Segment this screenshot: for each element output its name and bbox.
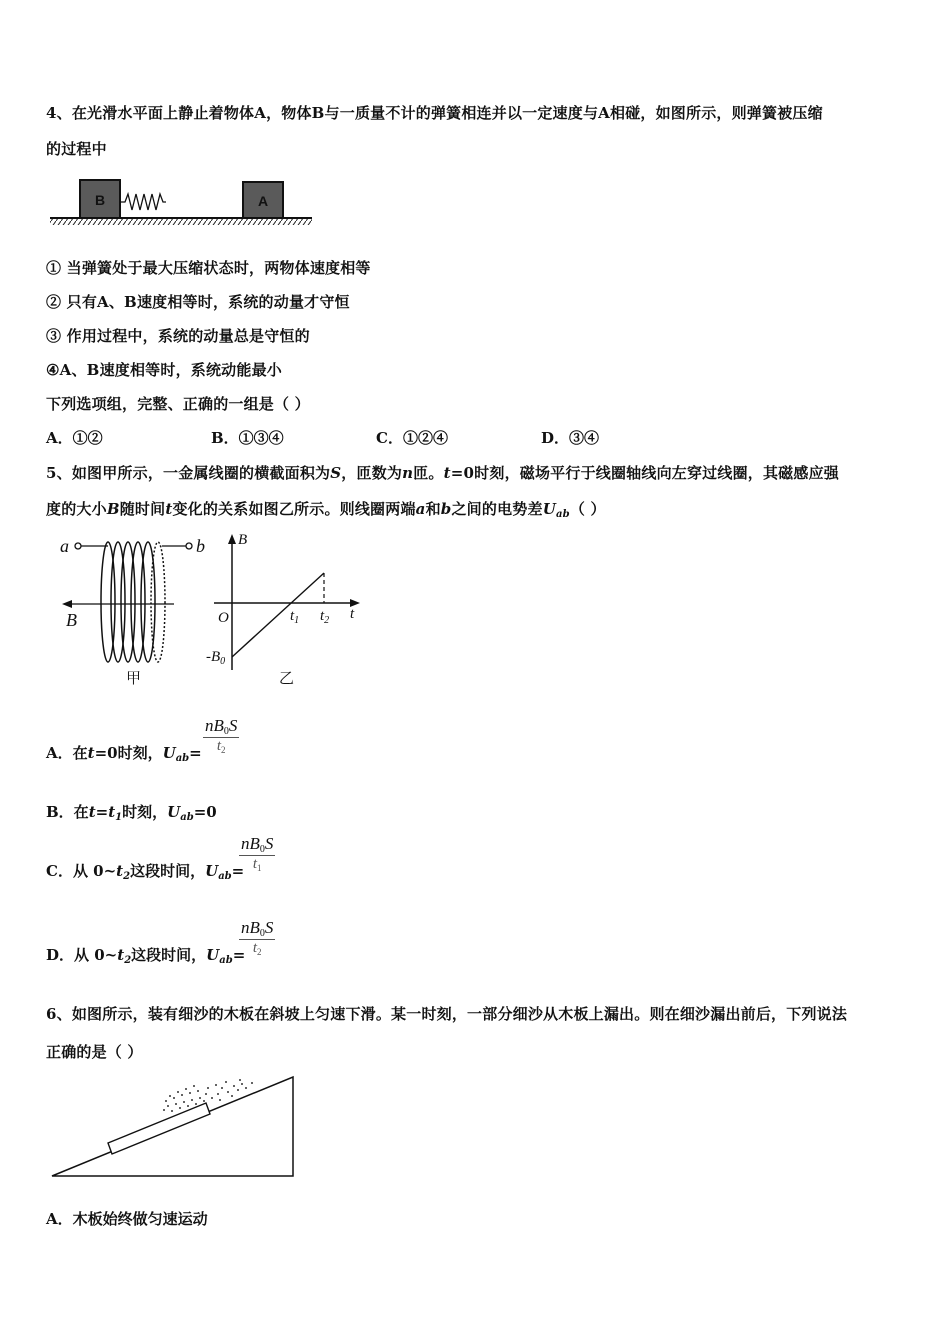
q6-option-a[interactable]: A．木板始终做匀速运动 [46,1210,208,1228]
q5-graph-t2: $t_2$ [320,608,330,626]
q4-prompt: 下列选项组，完整、正确的一组是（ ） [46,395,310,413]
q5-option-c[interactable]: C．从 $0\sim t_2$这段时间，$U_{ab}=$ [46,862,245,882]
q4-block-b-label: B [94,192,106,208]
q5-graph-label-t: t [350,606,355,622]
q5-graph-minus-b0: $-B_0$ [206,649,226,667]
q4-statement-2: ② 只有A、B速度相等时，系统的动量才守恒 [46,293,350,311]
q4-statement-1: ① 当弹簧处于最大压缩状态时，两物体速度相等 [46,259,371,277]
q4-statement-4: ④A、B速度相等时，系统动能最小 [46,361,282,379]
q4-block-a-label: A [257,193,269,209]
q6-incline-figure [46,1070,306,1185]
q5-graph-line [232,573,324,657]
q4-statement-3: ③ 作用过程中，系统的动量总是守恒的 [46,327,310,345]
q5-option-b[interactable]: B．在$t=t_1$时刻，$U_{ab}=0$ [46,803,217,823]
q4-stem-line1: 4、在光滑水平面上静止着物体A，物体B与一质量不计的弹簧相连并以一定速度与A相碰，如图所示，则弹簧被压缩 [46,104,823,122]
q5-coil-figure [56,530,226,690]
q4-option-c[interactable]: C．①②④ [376,429,448,447]
q4-collision-figure [46,172,316,232]
q4-stem-line2: 的过程中 [46,140,107,158]
q4-option-d[interactable]: D．③④ [541,429,600,447]
q5-graph-origin: O [218,610,229,626]
q5-coil-loops [101,542,165,662]
q6-wooden-board [108,1103,210,1154]
q5-option-a-fraction: $\frac{nB0S}{t_2}$ [205,716,238,755]
q5-option-d-fraction: $\frac{nB0S}{t_2}$ [241,918,274,957]
q5-graph-label-b: B [238,532,248,548]
q5-graph-caption: 乙 [279,669,295,687]
q5-bt-graph [204,530,364,690]
q5-coil-caption: 甲 [126,669,142,687]
q6-stem-line2: 正确的是（ ） [46,1043,143,1061]
q5-terminal-b [186,543,192,549]
q5-graph-t1: $t_1$ [290,608,300,626]
q5-option-a[interactable]: A．在t=0时刻，$U_{ab}=$ [46,744,202,764]
q5-coil-label-a: a [60,536,69,556]
q5-terminal-a [75,543,81,549]
q5-coil-label-b: b [196,536,205,556]
q4-option-a[interactable]: A．①② [46,429,103,447]
q5-coil-label-field: B [66,610,77,630]
q6-stem-line1: 6、如图所示，装有细沙的木板在斜坡上匀速下滑。某一时刻，一部分细沙从木板上漏出。则在细沙漏出前后，下列说法 [46,1005,848,1023]
q4-spring [120,194,166,210]
q5-option-d[interactable]: D．从 $0\sim t_2$这段时间，$U_{ab}=$ [46,946,246,966]
q5-stem-line2: 度的大小B随时间t变化的关系如图乙所示。则线圈两端a和b之间的电势差$U_{ab}$（ ） [46,500,606,520]
q5-stem-line1: 5、如图甲所示，一金属线圈的横截面积为S，匝数为n匝。t=0时刻，磁场平行于线圈轴线向左穿过线圈，其磁感应强 [46,464,839,482]
q4-option-b[interactable]: B．①③④ [211,429,284,447]
q5-option-c-fraction: $\frac{nB0S}{t_1}$ [241,834,274,873]
q4-ground-hatch [50,218,312,225]
